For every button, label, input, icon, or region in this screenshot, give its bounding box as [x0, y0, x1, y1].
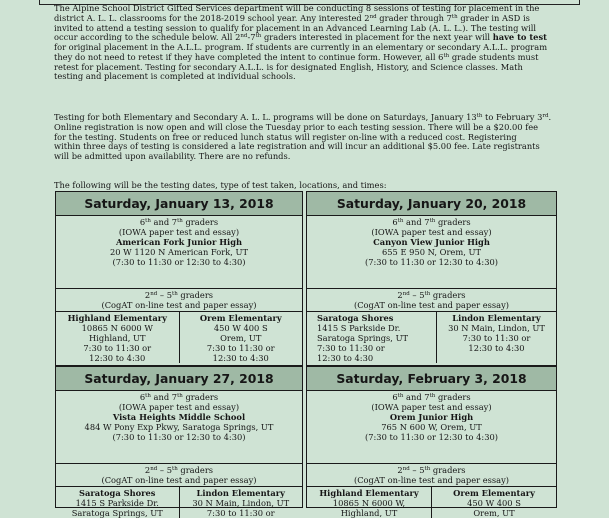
elementary-heading: [56, 289, 302, 310]
location-detail: Highland, UT: [340, 508, 398, 518]
intro-paragraph: [54, 4, 554, 82]
school-name: Highland Elementary: [319, 488, 419, 498]
text-run: graders: [435, 217, 471, 227]
school-name: Highland Elementary: [67, 313, 167, 323]
session-card: [306, 366, 557, 518]
school-name: Lindon Elementary: [196, 488, 286, 498]
location-detail: 12:30 to 4:30: [212, 353, 269, 363]
school-name: Vista Heights Middle School: [112, 412, 246, 422]
session-times: (7:30 to 11:30 or 12:30 to 4:30): [364, 257, 498, 267]
text-run: grade students must: [449, 51, 539, 62]
location-right: [432, 487, 556, 518]
grade-range: [307, 290, 556, 300]
elementary-locations: [56, 311, 302, 363]
text-run: graders: [182, 392, 219, 402]
ordinal-suffix: th: [145, 393, 151, 399]
school-name: Orem Junior High: [389, 412, 474, 422]
text-run: 6: [392, 392, 398, 402]
text-run: 6: [139, 392, 146, 402]
paragraph-line: [54, 152, 554, 162]
grade-range: [56, 217, 302, 227]
text-run: – 5: [409, 465, 425, 475]
text-run: grader in ASD is: [457, 12, 530, 23]
school-name: American Fork Junior High: [115, 237, 243, 247]
text-run: graders: [182, 217, 219, 227]
school-name: Lindon Elementary: [452, 313, 541, 323]
ordinal-suffix: th: [145, 218, 151, 224]
location-detail: 12:30 to 4:30: [317, 353, 374, 363]
text-run: and 7: [150, 217, 178, 227]
text-run: to February 3: [482, 112, 543, 122]
text-run: within three days of testing is considered a late registration and will incur an additional $5.00 fee. Late registrants: [54, 141, 540, 152]
location-detail: Saratoga Springs, UT: [317, 333, 409, 343]
text-run: for the testing. Students on free or reduced lunch status will register on-line with a reduced cost. Registering: [54, 131, 517, 142]
elementary-testing-block: [56, 463, 302, 518]
location-right: [180, 487, 303, 518]
paragraph-line: [54, 72, 554, 82]
session-date: Saturday, January 20, 2018: [307, 192, 556, 216]
location-left: [307, 487, 432, 518]
text-run: they do not need to retest if they have completed the intent to continue form. However, all 6: [54, 51, 444, 62]
test-type: (IOWA paper test and essay): [371, 402, 492, 412]
ordinal-suffix: th: [451, 13, 458, 20]
location-detail: Orem, UT: [473, 508, 515, 518]
test-type: (IOWA paper test and essay): [118, 402, 240, 412]
location-detail: 450 W 400 S: [213, 323, 268, 333]
text-run: The Alpine School District Gifted Services department will be conducting 8 sessions of testing for placement in the: [54, 3, 540, 13]
elementary-heading: [56, 464, 302, 485]
text-run: district A. L. L. classrooms for the 2018-2019 school year. Any interested 2: [54, 12, 370, 23]
text-run: Online registration is now open and will close the Tuesday prior to each testing session. There will be a $20.00 fee: [54, 121, 539, 132]
text-run: occur according to the schedule below. All 2: [54, 32, 241, 43]
ordinal-suffix: rd: [542, 113, 549, 119]
ordinal-suffix: th: [429, 393, 436, 399]
location-detail: 7:30 to 11:30 or: [462, 333, 531, 343]
text-run: testing and placement is completed at individual schools.: [54, 71, 296, 82]
emphasis-text: have to test: [492, 32, 547, 43]
ordinal-suffix: th: [443, 52, 450, 59]
location-detail: 10865 N 6000 W: [81, 323, 153, 333]
secondary-testing-block: [56, 216, 302, 288]
ordinal-suffix: th: [255, 33, 262, 40]
registration-paragraph: [54, 113, 554, 162]
text-run: 2: [397, 290, 403, 300]
secondary-testing-block: [307, 216, 556, 288]
location-right: [180, 312, 303, 363]
ordinal-suffix: nd: [402, 291, 410, 297]
location-detail: 12:30 to 4:30: [89, 353, 146, 363]
test-type: (CogAT on-line test and paper essay): [101, 300, 257, 310]
test-type: (IOWA paper test and essay): [371, 227, 492, 237]
text-run: and 7: [403, 217, 430, 227]
location-detail: 30 N Main, Lindon, UT: [192, 498, 290, 508]
test-type: (CogAT on-line test and paper essay): [353, 475, 510, 485]
location-left: [56, 312, 180, 363]
ordinal-suffix: th: [424, 466, 431, 472]
school-address: 484 W Pony Exp Pkwy, Saratoga Springs, UT: [84, 422, 274, 432]
location-detail: Saratoga Springs, UT: [71, 508, 163, 518]
location-right: [437, 312, 556, 363]
grade-range: [56, 465, 302, 475]
text-run: graders: [435, 392, 471, 402]
location-detail: Highland, UT: [88, 333, 146, 343]
school-address: 765 N 600 W, Orem, UT: [381, 422, 482, 432]
secondary-testing-block: [307, 391, 556, 463]
school-address: 655 E 950 N, Orem, UT: [382, 247, 481, 257]
text-run: graders: [430, 290, 466, 300]
ordinal-suffix: th: [177, 393, 183, 399]
school-address: 20 W 1120 N American Fork, UT: [109, 247, 249, 257]
text-run: – 5: [409, 290, 425, 300]
grade-range: [307, 465, 556, 475]
location-left: [307, 312, 437, 363]
school-name: Saratoga Shores: [79, 488, 156, 498]
ordinal-suffix: th: [424, 291, 431, 297]
text-run: graders interested in placement for the next year will: [261, 32, 493, 43]
test-type: (CogAT on-line test and paper essay): [101, 475, 257, 485]
location-detail: 7:30 to 11:30 or: [83, 343, 152, 353]
schedule-intro: The following will be the testing dates, type of test taken, locations, and times:: [54, 180, 387, 190]
location-detail: 12:30 to 4:30: [468, 343, 525, 353]
elementary-locations: [307, 486, 556, 518]
text-run: invited to attend a testing session to qualify for placement in an Advanced Learning Lab (A. L. L.). The testing will: [54, 22, 537, 33]
session-times: (7:30 to 11:30 or 12:30 to 4:30): [112, 257, 246, 267]
location-detail: 1415 S Parkside Dr.: [75, 498, 159, 508]
ordinal-suffix: nd: [402, 466, 410, 472]
location-detail: 10865 N 6000 W,: [332, 498, 406, 508]
elementary-testing-block: [56, 288, 302, 363]
grade-range: [56, 392, 302, 402]
test-type: (IOWA paper test and essay): [118, 227, 240, 237]
session-card: [55, 191, 303, 366]
session-card: [55, 366, 303, 518]
grade-range: [307, 392, 556, 402]
session-times: (7:30 to 11:30 or 12:30 to 4:30): [364, 432, 498, 442]
elementary-heading: [307, 289, 556, 310]
text-run: 2: [144, 290, 151, 300]
secondary-testing-block: [56, 391, 302, 463]
session-date: Saturday, January 27, 2018: [56, 367, 302, 391]
school-name: Orem Elementary: [199, 313, 282, 323]
text-run: retest for placement. Testing for secondary A.L.L. is for designated English, History, and Science classes. Math: [54, 61, 523, 72]
text-run: and 7: [403, 392, 430, 402]
text-run: graders: [430, 465, 466, 475]
ordinal-suffix: nd: [369, 13, 377, 20]
text-run: 2: [144, 465, 151, 475]
location-left: [56, 487, 180, 518]
ordinal-suffix: nd: [150, 291, 158, 297]
ordinal-suffix: th: [171, 291, 178, 297]
school-name: Orem Elementary: [453, 488, 535, 498]
school-name: Saratoga Shores: [317, 313, 394, 323]
elementary-testing-block: [307, 288, 556, 363]
elementary-testing-block: [307, 463, 556, 518]
elementary-locations: [307, 311, 556, 363]
session-date: Saturday, January 13, 2018: [56, 192, 302, 216]
text-run: – 5: [157, 290, 172, 300]
text-run: will be admitted upon availability. There are no refunds.: [54, 151, 291, 161]
ordinal-suffix: th: [171, 466, 178, 472]
session-times: (7:30 to 11:30 or 12:30 to 4:30): [112, 432, 246, 442]
text-run: and 7: [150, 392, 178, 402]
text-run: 2: [397, 465, 403, 475]
text-run: grader through 7: [376, 12, 452, 23]
ordinal-suffix: th: [397, 218, 404, 224]
text-run: for original placement in the A.L.L. program. If students are currently in an elementary or secondary A.L.L. program: [54, 42, 548, 52]
school-name: Canyon View Junior High: [373, 237, 490, 247]
ordinal-suffix: nd: [150, 466, 158, 472]
text-run: .: [548, 112, 552, 122]
session-card: [306, 191, 557, 366]
location-detail: 30 N Main, Lindon, UT: [448, 323, 545, 333]
test-type: (CogAT on-line test and paper essay): [353, 300, 510, 310]
text-run: 6: [392, 217, 398, 227]
ordinal-suffix: nd: [240, 33, 248, 40]
text-run: Testing for both Elementary and Secondary A. L. L. programs will be done on Saturdays, January 13: [54, 112, 477, 122]
elementary-heading: [307, 464, 556, 485]
ordinal-suffix: th: [429, 218, 436, 224]
text-run: graders: [177, 290, 214, 300]
text-run: graders: [177, 465, 214, 475]
location-detail: Orem, UT: [220, 333, 262, 343]
ordinal-suffix: th: [177, 218, 183, 224]
location-detail: 7:30 to 11:30 or: [206, 508, 275, 518]
location-detail: 1415 S Parkside Dr.: [317, 323, 401, 333]
grade-range: [56, 290, 302, 300]
text-run: – 5: [157, 465, 172, 475]
text-run: 6: [139, 217, 146, 227]
text-run: -7: [247, 32, 256, 43]
grade-range: [307, 217, 556, 227]
location-detail: 7:30 to 11:30 or: [317, 343, 385, 353]
elementary-locations: [56, 486, 302, 518]
location-detail: 450 W 400 S: [467, 498, 521, 508]
ordinal-suffix: th: [476, 113, 483, 119]
ordinal-suffix: th: [397, 393, 404, 399]
location-detail: 7:30 to 11:30 or: [206, 343, 275, 353]
session-date: Saturday, February 3, 2018: [307, 367, 556, 391]
